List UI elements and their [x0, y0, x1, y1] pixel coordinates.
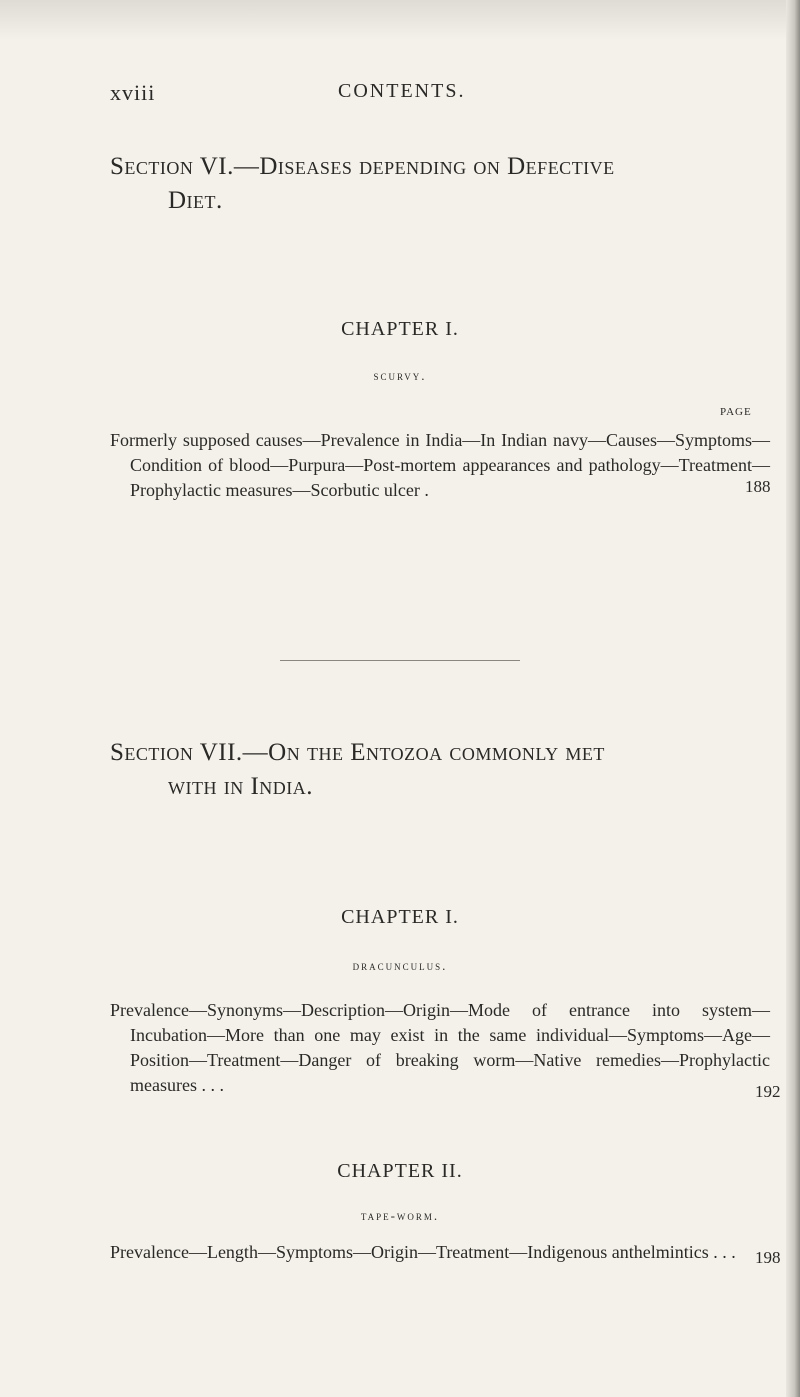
chapter-title: CHAPTER I.: [341, 906, 459, 928]
section-heading: [110, 150, 790, 218]
entry-page-number: 192: [755, 1082, 781, 1101]
section-heading-line2: with in India.: [168, 773, 314, 800]
page-number: xviii: [110, 80, 156, 105]
running-title: CONTENTS.: [338, 80, 466, 102]
section-heading-line1: Section VII.—On the Entozoa commonly met: [110, 739, 605, 766]
page-column-label: PAGE: [720, 406, 752, 418]
entry-page-number: 188: [745, 477, 771, 496]
chapter-subtitle: scurvy.: [373, 368, 427, 383]
section-heading: [110, 736, 790, 804]
contents-entry: Prevalence—Synonyms—Description—Origin—Mode of entrance into system—Incubation—More than one may exist in the same individual—Symptoms—Age—Position—Treatment—Danger of breaking worm—Native remedies—Prophylactic measures . . .: [110, 1000, 770, 1095]
chapter-subtitle: tape-worm.: [360, 1208, 440, 1223]
chapter-subtitle: dracunculus.: [352, 958, 448, 973]
contents-entry: Formerly supposed causes—Prevalence in India—In Indian navy—Causes—Symptoms—Condition of blood—Purpura—Post-mortem appearances and pathology—Treatment—Prophylactic measures—Scorbutic ulcer .: [110, 430, 770, 500]
section-heading-line1: Section VI.—Diseases depending on Defective: [110, 153, 615, 180]
entry-page-number: 198: [755, 1248, 781, 1267]
page-shading: [0, 0, 800, 40]
running-head: [110, 80, 770, 110]
section-heading-line2: Diet.: [168, 187, 223, 214]
chapter-title: CHAPTER II.: [337, 1160, 463, 1182]
section-divider: [280, 660, 520, 661]
contents-entry: Prevalence—Length—Symptoms—Origin—Treatment—Indigenous anthelmintics . . .: [110, 1242, 736, 1262]
chapter-title: CHAPTER I.: [341, 318, 459, 340]
